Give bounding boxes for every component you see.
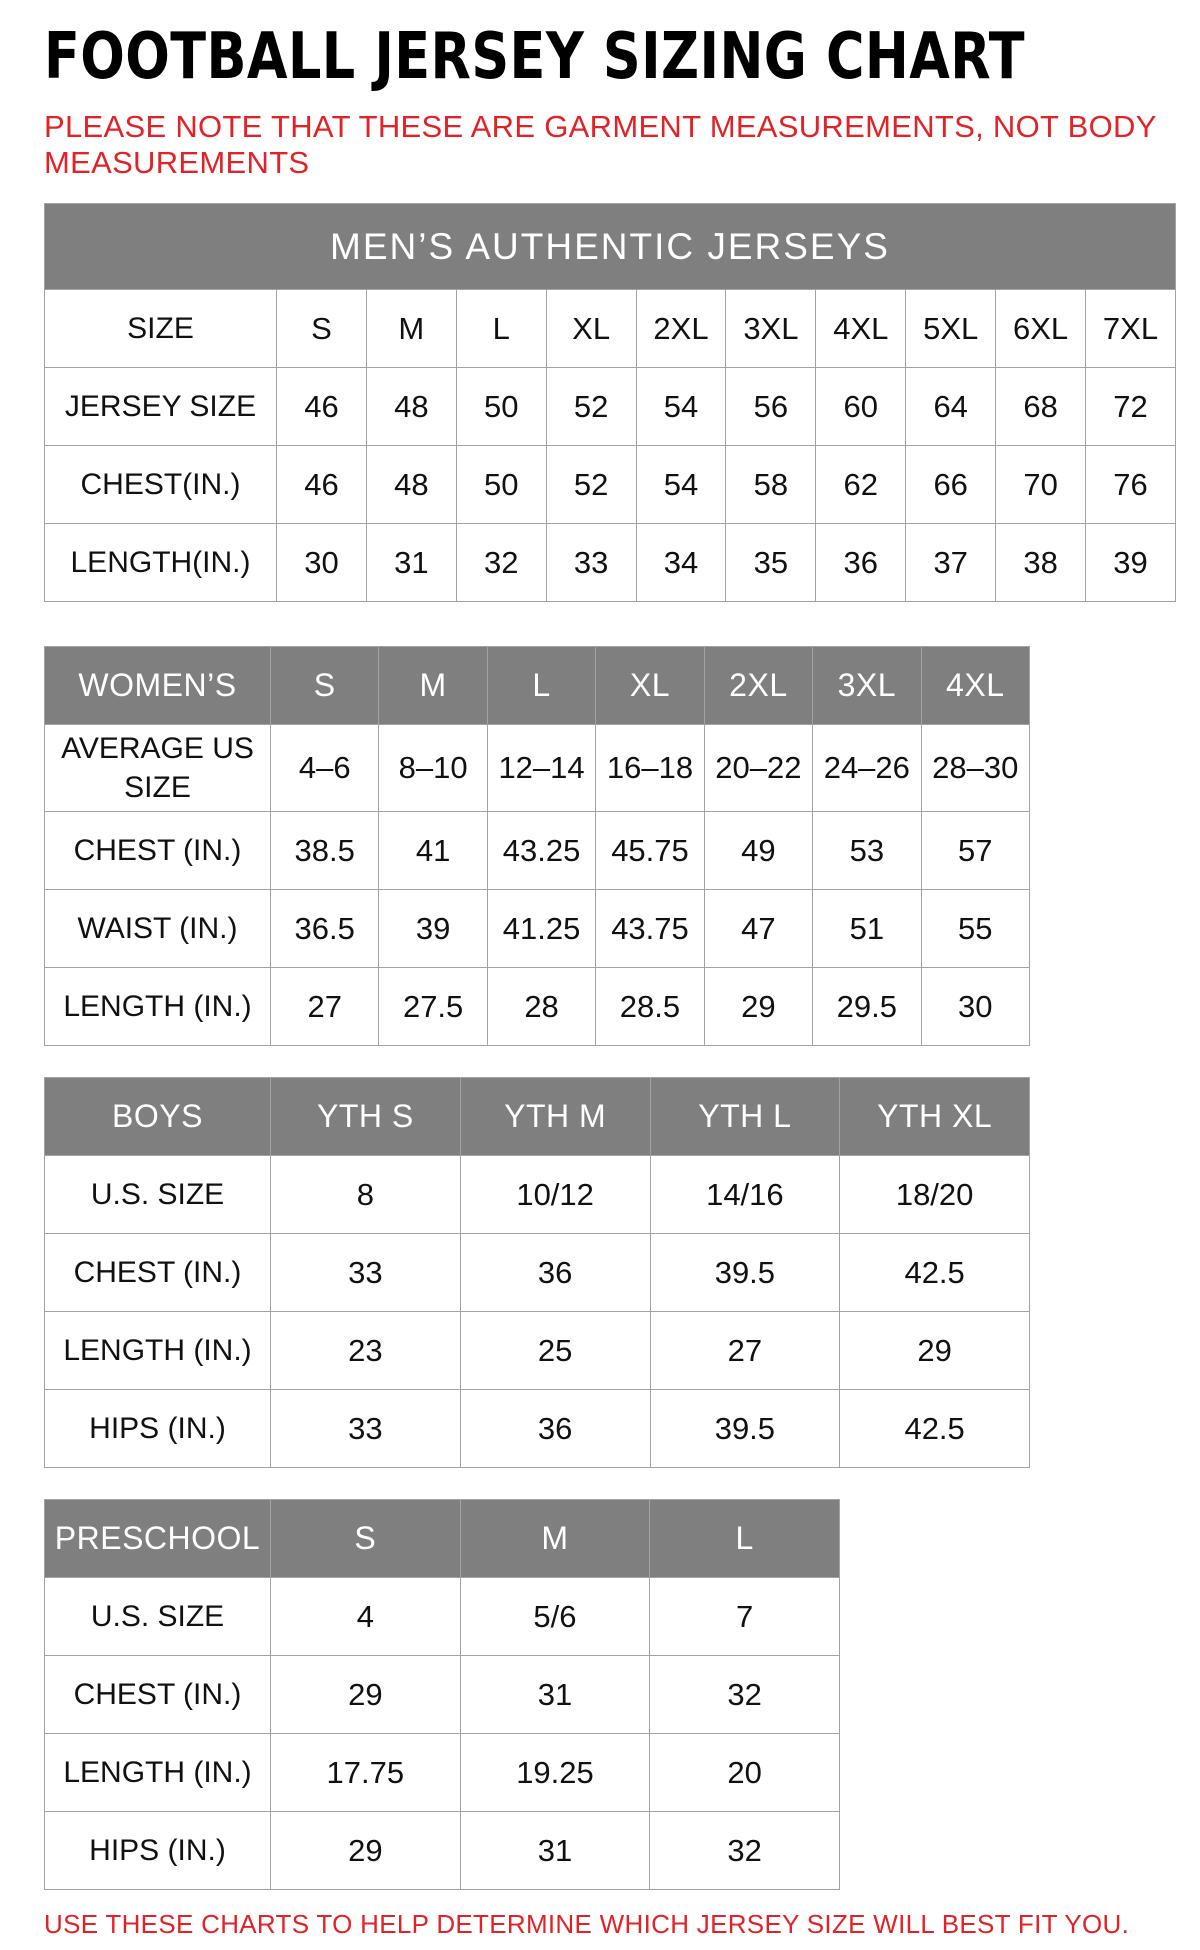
mens-value-cell: 72 xyxy=(1086,368,1176,446)
boys-column-header: YTH XL xyxy=(840,1078,1030,1156)
preschool-value-cell: 32 xyxy=(650,1656,840,1734)
mens-value-cell: 58 xyxy=(726,446,816,524)
boys-value-cell: 33 xyxy=(271,1390,461,1468)
preschool-value-cell: 17.75 xyxy=(271,1734,461,1812)
note-line-2: MEASUREMENTS xyxy=(44,144,310,180)
preschool-value-cell: 4 xyxy=(271,1578,461,1656)
mens-value-cell: 33 xyxy=(546,524,636,602)
mens-value-cell: 34 xyxy=(636,524,726,602)
womens-value-cell: 38.5 xyxy=(271,812,379,890)
mens-value-cell: 46 xyxy=(277,368,367,446)
preschool-value-cell: 31 xyxy=(460,1812,650,1890)
mens-value-cell: 48 xyxy=(366,446,456,524)
womens-value-cell: 28 xyxy=(487,968,595,1046)
womens-value-cell: 20–22 xyxy=(704,725,812,812)
mens-value-cell: 50 xyxy=(456,368,546,446)
boys-value-cell: 39.5 xyxy=(650,1234,840,1312)
mens-table-title: MEN’S AUTHENTIC JERSEYS xyxy=(45,204,1176,290)
womens-value-cell: 29 xyxy=(704,968,812,1046)
womens-column-header: 3XL xyxy=(813,647,921,725)
boys-value-cell: 14/16 xyxy=(650,1156,840,1234)
mens-value-cell: 52 xyxy=(546,446,636,524)
mens-value-cell: 32 xyxy=(456,524,546,602)
mens-value-cell: 50 xyxy=(456,446,546,524)
preschool-row-label: HIPS (IN.) xyxy=(45,1812,271,1890)
boys-header-label: BOYS xyxy=(45,1078,271,1156)
womens-value-cell: 28.5 xyxy=(596,968,704,1046)
preschool-row-label: U.S. SIZE xyxy=(45,1578,271,1656)
womens-column-header: S xyxy=(271,647,379,725)
mens-row-label: LENGTH(IN.) xyxy=(45,524,277,602)
womens-column-header: XL xyxy=(596,647,704,725)
mens-value-cell: 54 xyxy=(636,368,726,446)
preschool-value-cell: 31 xyxy=(460,1656,650,1734)
mens-authentic-jerseys-table xyxy=(44,203,1176,602)
boys-value-cell: 10/12 xyxy=(460,1156,650,1234)
womens-value-cell: 29.5 xyxy=(813,968,921,1046)
mens-value-cell: 37 xyxy=(906,524,996,602)
womens-row xyxy=(45,890,1030,968)
mens-value-cell: XL xyxy=(546,290,636,368)
mens-value-cell: 35 xyxy=(726,524,816,602)
womens-row xyxy=(45,968,1030,1046)
womens-value-cell: 8–10 xyxy=(379,725,487,812)
boys-value-cell: 18/20 xyxy=(840,1156,1030,1234)
mens-value-cell: M xyxy=(366,290,456,368)
womens-value-cell: 16–18 xyxy=(596,725,704,812)
mens-value-cell: 3XL xyxy=(726,290,816,368)
boys-value-cell: 25 xyxy=(460,1312,650,1390)
preschool-row-label: CHEST (IN.) xyxy=(45,1656,271,1734)
womens-value-cell: 45.75 xyxy=(596,812,704,890)
womens-header-row xyxy=(45,647,1030,725)
mens-row xyxy=(45,290,1176,368)
mens-row xyxy=(45,524,1176,602)
preschool-row xyxy=(45,1734,840,1812)
mens-value-cell: 62 xyxy=(816,446,906,524)
womens-header-label: WOMEN’S xyxy=(45,647,271,725)
preschool-value-cell: 32 xyxy=(650,1812,840,1890)
preschool-value-cell: 5/6 xyxy=(460,1578,650,1656)
womens-value-cell: 41.25 xyxy=(487,890,595,968)
boys-column-header: YTH M xyxy=(460,1078,650,1156)
womens-value-cell: 43.75 xyxy=(596,890,704,968)
womens-value-cell: 27 xyxy=(271,968,379,1046)
mens-row xyxy=(45,368,1176,446)
womens-row xyxy=(45,725,1030,812)
mens-value-cell: 5XL xyxy=(906,290,996,368)
womens-value-cell: 36.5 xyxy=(271,890,379,968)
womens-value-cell: 28–30 xyxy=(921,725,1029,812)
boys-row xyxy=(45,1234,1030,1312)
preschool-header-row xyxy=(45,1500,840,1578)
boys-row xyxy=(45,1312,1030,1390)
womens-row-label: AVERAGE US SIZE xyxy=(45,725,271,812)
womens-column-header: 4XL xyxy=(921,647,1029,725)
womens-value-cell: 55 xyxy=(921,890,1029,968)
boys-value-cell: 33 xyxy=(271,1234,461,1312)
measurement-note xyxy=(44,109,1170,180)
preschool-value-cell: 29 xyxy=(271,1812,461,1890)
boys-value-cell: 8 xyxy=(271,1156,461,1234)
womens-value-cell: 12–14 xyxy=(487,725,595,812)
womens-column-header: L xyxy=(487,647,595,725)
womens-column-header: 2XL xyxy=(704,647,812,725)
mens-value-cell: 36 xyxy=(816,524,906,602)
mens-value-cell: 60 xyxy=(816,368,906,446)
mens-value-cell: 2XL xyxy=(636,290,726,368)
womens-value-cell: 49 xyxy=(704,812,812,890)
boys-value-cell: 42.5 xyxy=(840,1390,1030,1468)
mens-value-cell: 64 xyxy=(906,368,996,446)
preschool-row xyxy=(45,1578,840,1656)
boys-value-cell: 36 xyxy=(460,1390,650,1468)
boys-row-label: CHEST (IN.) xyxy=(45,1234,271,1312)
mens-row xyxy=(45,446,1176,524)
preschool-header-label: PRESCHOOL xyxy=(45,1500,271,1578)
mens-row-label: JERSEY SIZE xyxy=(45,368,277,446)
womens-row xyxy=(45,812,1030,890)
boys-value-cell: 39.5 xyxy=(650,1390,840,1468)
boys-value-cell: 29 xyxy=(840,1312,1030,1390)
mens-value-cell: 66 xyxy=(906,446,996,524)
mens-value-cell: S xyxy=(277,290,367,368)
mens-value-cell: 46 xyxy=(277,446,367,524)
mens-value-cell: 30 xyxy=(277,524,367,602)
womens-value-cell: 41 xyxy=(379,812,487,890)
boys-sizing-table xyxy=(44,1077,1030,1468)
boys-row-label: U.S. SIZE xyxy=(45,1156,271,1234)
mens-value-cell: 48 xyxy=(366,368,456,446)
boys-value-cell: 36 xyxy=(460,1234,650,1312)
preschool-value-cell: 29 xyxy=(271,1656,461,1734)
womens-value-cell: 4–6 xyxy=(271,725,379,812)
preschool-sizing-table xyxy=(44,1499,840,1890)
boys-column-header: YTH S xyxy=(271,1078,461,1156)
boys-row xyxy=(45,1390,1030,1468)
boys-row xyxy=(45,1156,1030,1234)
womens-value-cell: 51 xyxy=(813,890,921,968)
mens-value-cell: 76 xyxy=(1086,446,1176,524)
mens-value-cell: 38 xyxy=(996,524,1086,602)
mens-value-cell: 54 xyxy=(636,446,726,524)
womens-value-cell: 57 xyxy=(921,812,1029,890)
mens-value-cell: 70 xyxy=(996,446,1086,524)
preschool-row xyxy=(45,1656,840,1734)
mens-value-cell: 56 xyxy=(726,368,816,446)
mens-value-cell: 68 xyxy=(996,368,1086,446)
boys-column-header: YTH L xyxy=(650,1078,840,1156)
boys-row-label: LENGTH (IN.) xyxy=(45,1312,271,1390)
mens-row-label: SIZE xyxy=(45,290,277,368)
preschool-row-label: LENGTH (IN.) xyxy=(45,1734,271,1812)
mens-value-cell: 4XL xyxy=(816,290,906,368)
womens-row-label: WAIST (IN.) xyxy=(45,890,271,968)
boys-row-label: HIPS (IN.) xyxy=(45,1390,271,1468)
womens-value-cell: 43.25 xyxy=(487,812,595,890)
mens-value-cell: 39 xyxy=(1086,524,1176,602)
mens-value-cell: 52 xyxy=(546,368,636,446)
preschool-value-cell: 19.25 xyxy=(460,1734,650,1812)
mens-value-cell: L xyxy=(456,290,546,368)
boys-value-cell: 23 xyxy=(271,1312,461,1390)
womens-value-cell: 30 xyxy=(921,968,1029,1046)
womens-column-header: M xyxy=(379,647,487,725)
mens-value-cell: 7XL xyxy=(1086,290,1176,368)
note-line-1: PLEASE NOTE THAT THESE ARE GARMENT MEASUREMENTS, NOT BODY xyxy=(44,109,1157,144)
preschool-column-header: L xyxy=(650,1500,840,1578)
boys-header-row xyxy=(45,1078,1030,1156)
mens-value-cell: 31 xyxy=(366,524,456,602)
footer-note: USE THESE CHARTS TO HELP DETERMINE WHICH JERSEY SIZE WILL BEST FIT YOU. xyxy=(44,1909,1130,1940)
womens-value-cell: 47 xyxy=(704,890,812,968)
mens-value-cell: 6XL xyxy=(996,290,1086,368)
preschool-value-cell: 20 xyxy=(650,1734,840,1812)
boys-value-cell: 42.5 xyxy=(840,1234,1030,1312)
boys-value-cell: 27 xyxy=(650,1312,840,1390)
womens-row-label: LENGTH (IN.) xyxy=(45,968,271,1046)
preschool-value-cell: 7 xyxy=(650,1578,840,1656)
preschool-column-header: S xyxy=(271,1500,461,1578)
mens-title-row xyxy=(45,204,1176,290)
preschool-column-header: M xyxy=(460,1500,650,1578)
womens-value-cell: 24–26 xyxy=(813,725,921,812)
preschool-row xyxy=(45,1812,840,1890)
womens-row-label: CHEST (IN.) xyxy=(45,812,271,890)
womens-value-cell: 39 xyxy=(379,890,487,968)
mens-row-label: CHEST(IN.) xyxy=(45,446,277,524)
page-title: FOOTBALL JERSEY SIZING CHART xyxy=(44,20,1025,94)
womens-value-cell: 27.5 xyxy=(379,968,487,1046)
womens-value-cell: 53 xyxy=(813,812,921,890)
womens-sizing-table xyxy=(44,646,1030,1046)
